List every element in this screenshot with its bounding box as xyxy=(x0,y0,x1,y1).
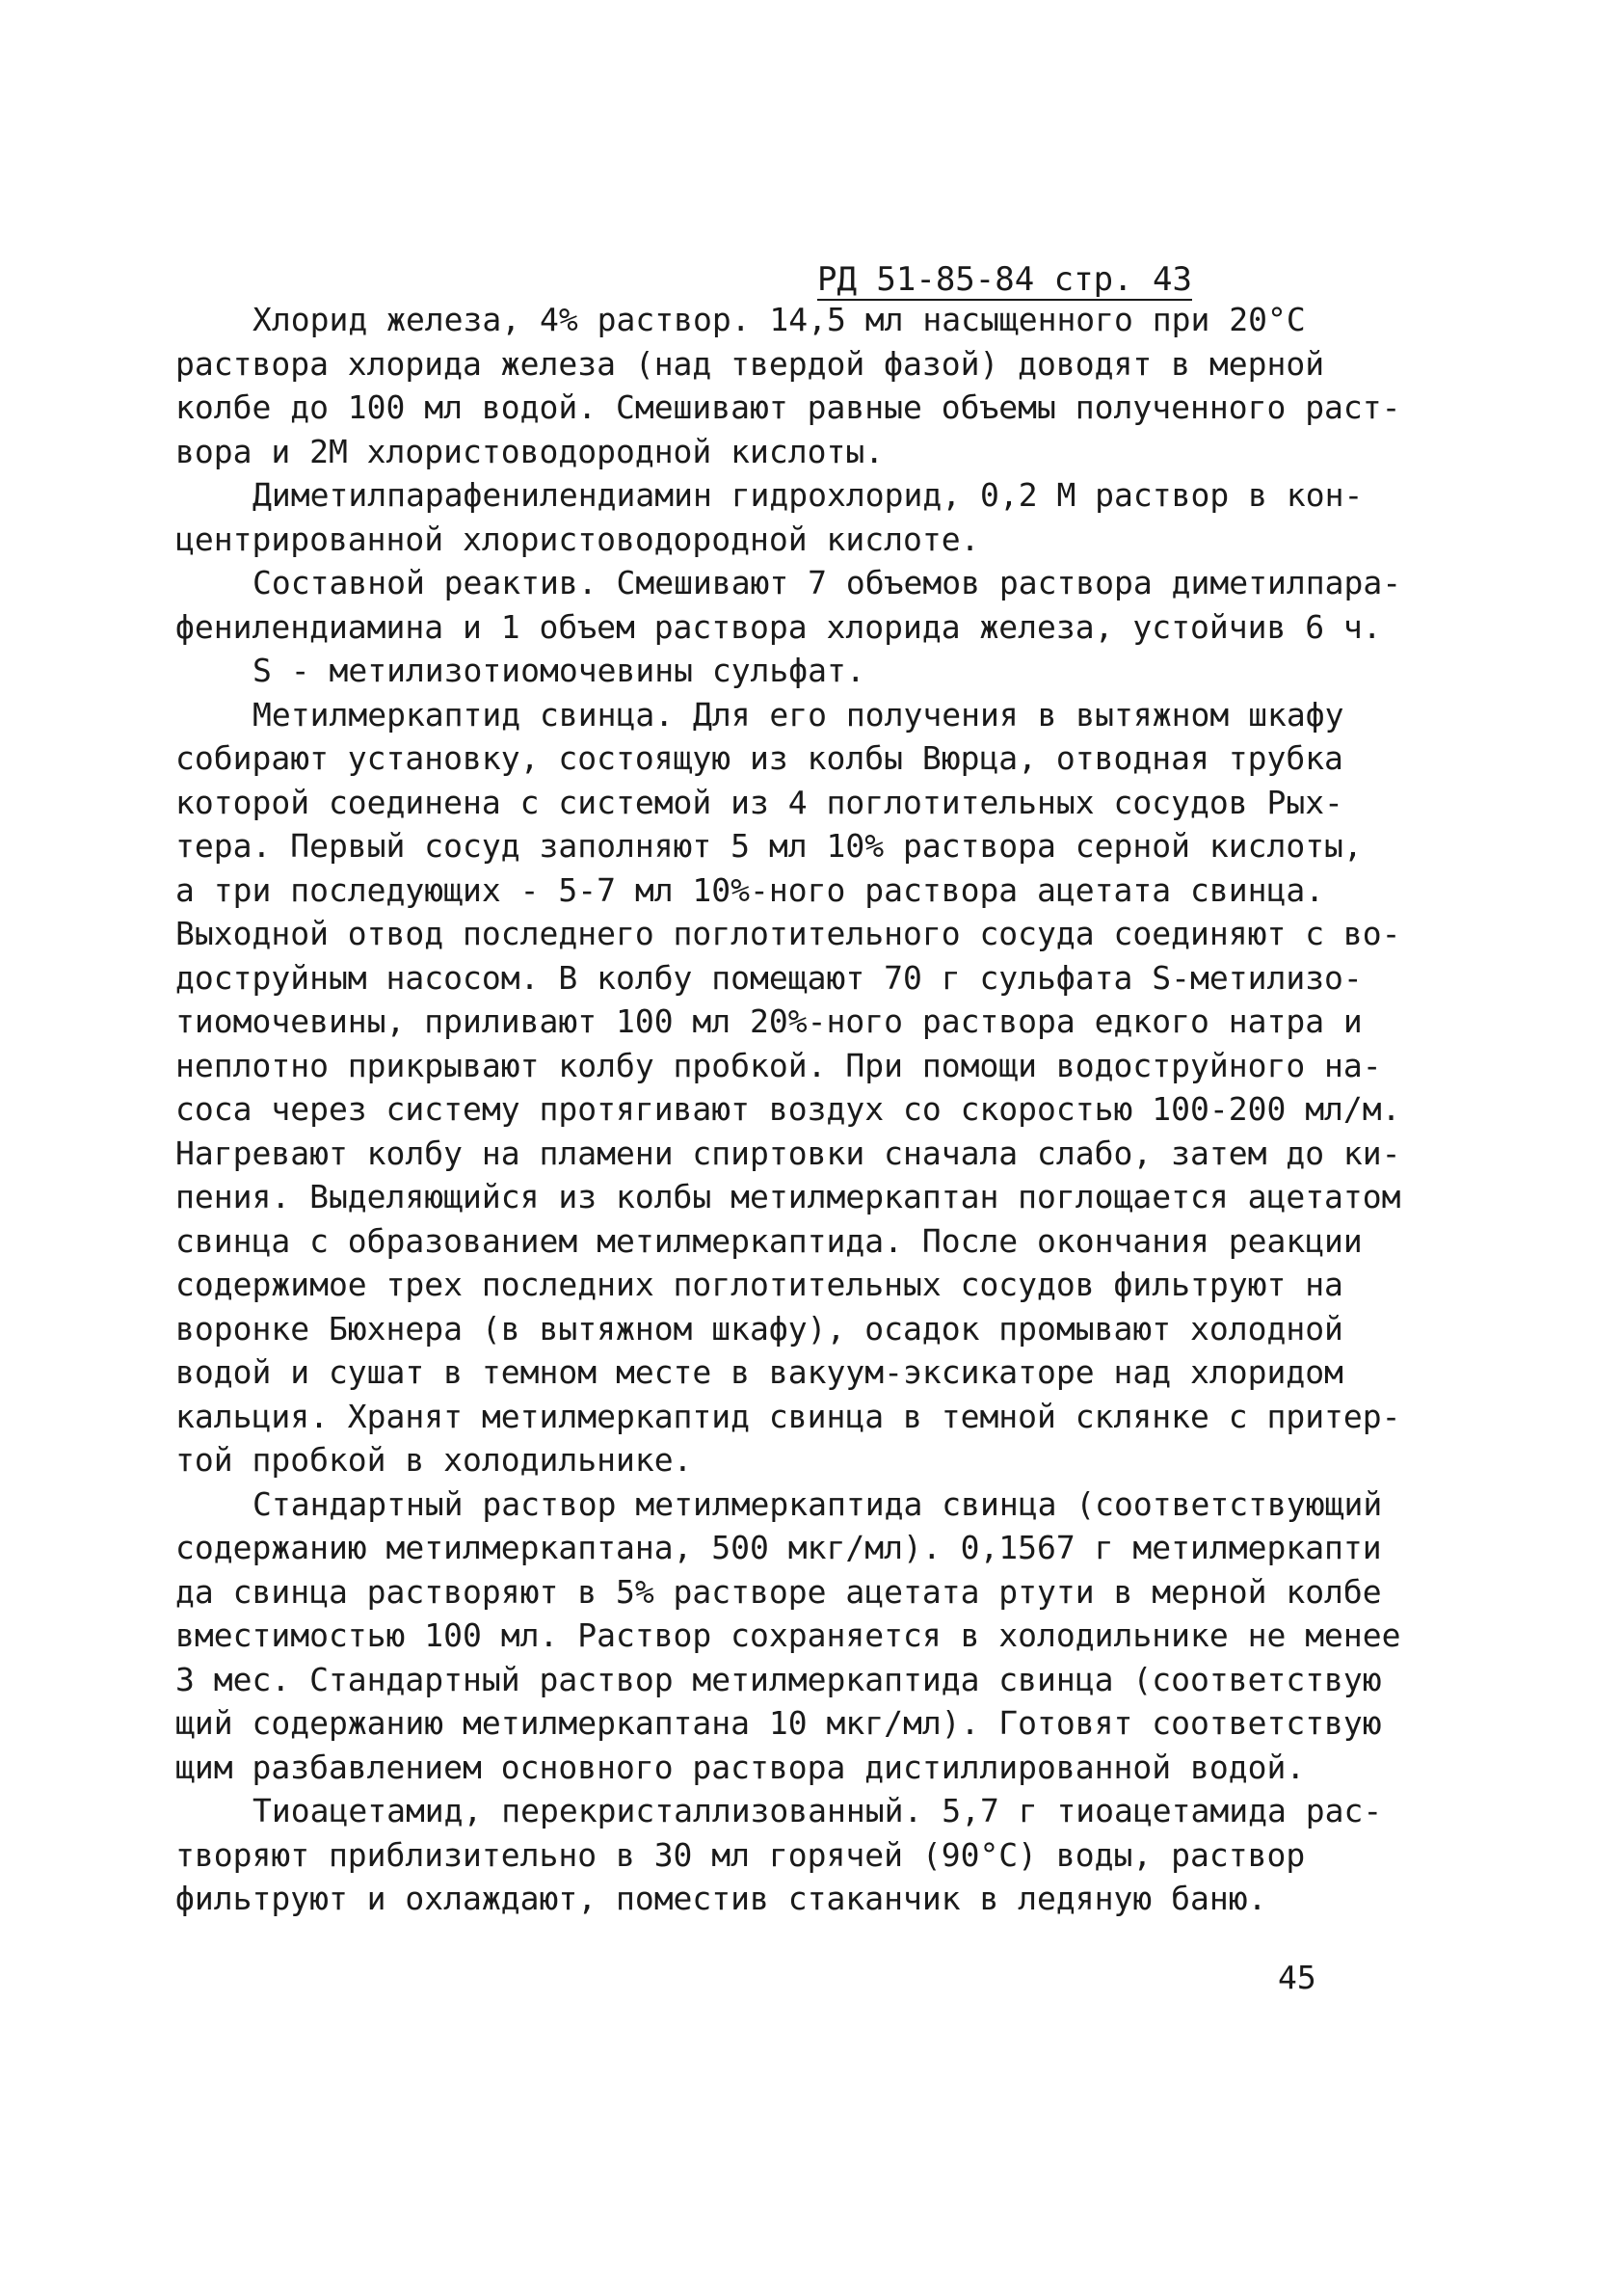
text-line: творяют приблизительно в 30 мл горячей (90°С) воды, раствор xyxy=(175,1835,1306,1874)
text-line: фенилендиамина и 1 объем раствора хлорида железа, устойчив 6 ч. xyxy=(175,607,1382,646)
text-line: вора и 2М хлористоводородной кислоты. xyxy=(175,432,885,470)
text-line: Нагревают колбу на пламени спиртовки сначала слабо, затем до ки- xyxy=(175,1134,1401,1172)
text-line: раствора хлорида железа (над твердой фазой) доводят в мерной xyxy=(175,344,1325,383)
text-line: водой и сушат в темном месте в вакуум-эксикаторе над хлоридом xyxy=(175,1353,1343,1391)
document-body xyxy=(175,298,1402,1921)
text-line: вместимостью 100 мл. Раствор сохраняется в холодильнике не менее xyxy=(175,1616,1401,1654)
text-line: свинца с образованием метилмеркаптида. После окончания реакции xyxy=(175,1221,1363,1260)
text-line: тера. Первый сосуд заполняют 5 мл 10% раствора серной кислоты, xyxy=(175,827,1363,865)
page-number: 45 xyxy=(1278,1959,1316,1996)
page-header: РД 51-85-84 стр. 43 xyxy=(817,260,1192,299)
text-line: Составной реактив. Смешивают 7 объемов раствора диметилпара- xyxy=(252,564,1402,601)
text-line: тиомочевины, приливают 100 мл 20%-ного раствора едкого натра и xyxy=(175,1002,1363,1040)
text-line: щим разбавлением основного раствора дистиллированной водой. xyxy=(175,1748,1306,1786)
text-line: которой соединена с системой из 4 поглотительных сосудов Рых- xyxy=(175,783,1343,821)
text-line: Метилмеркаптид свинца. Для его получения в вытяжном шкафу xyxy=(252,695,1344,734)
text-line: Хлорид железа, 4% раствор. 14,5 мл насыщенного при 20°С xyxy=(252,301,1306,338)
text-line: да свинца растворяют в 5% растворе ацетата ртути в мерной колбе xyxy=(175,1572,1382,1611)
text-line: 3 мес. Стандартный раствор метилмеркаптида свинца (соответствую xyxy=(175,1660,1382,1698)
text-line: а три последующих - 5-7 мл 10%-ного раствора ацетата свинца. xyxy=(175,870,1325,909)
text-line: Стандартный раствор метилмеркаптида свинца (соответствующий xyxy=(252,1484,1383,1523)
text-line: Выходной отвод последнего поглотительного сосуда соединяют с во- xyxy=(175,915,1401,952)
text-line: воронке Бюхнера (в вытяжном шкафу), осадок промывают холодной xyxy=(175,1309,1343,1348)
text-line: пения. Выделяющийся из колбы метилмеркаптан поглощается ацетатом xyxy=(175,1178,1401,1215)
text-line: S - метилизотиомочевины сульфат. xyxy=(252,652,865,689)
text-line: Тиоацетамид, перекристаллизованный. 5,7 г тиоацетамида рас- xyxy=(252,1792,1383,1829)
text-line: собирают установку, состоящую из колбы Вюрца, отводная трубка xyxy=(175,739,1343,777)
text-line: неплотно прикрывают колбу пробкой. При помощи водоструйного на- xyxy=(175,1046,1382,1084)
text-line: соса через систему протягивают воздух со скоростью 100-200 мл/м. xyxy=(175,1090,1401,1128)
text-line: доструйным насосом. В колбу помещают 70 г сульфата S-метилизо- xyxy=(175,958,1363,997)
text-line: фильтруют и охлаждают, поместив стаканчик в ледяную баню. xyxy=(175,1880,1267,1917)
text-line: центрированной хлористоводородной кислоте. xyxy=(175,520,980,558)
text-line: содержимое трех последних поглотительных сосудов фильтруют на xyxy=(175,1266,1343,1303)
text-line: Диметилпарафенилендиамин гидрохлорид, 0,2 М раствор в кон- xyxy=(252,476,1364,514)
text-line: кальция. Хранят метилмеркаптид свинца в темной склянке с притер- xyxy=(175,1397,1401,1435)
text-line: содержанию метилмеркаптана, 500 мкг/мл). 0,1567 г метилмеркапти xyxy=(175,1529,1382,1566)
text-line: той пробкой в холодильнике. xyxy=(175,1441,693,1479)
text-line: колбе до 100 мл водой. Смешивают равные объемы полученного раст- xyxy=(175,388,1401,426)
text-line: щий содержанию метилмеркаптана 10 мкг/мл). Готовят соответствую xyxy=(175,1704,1382,1742)
